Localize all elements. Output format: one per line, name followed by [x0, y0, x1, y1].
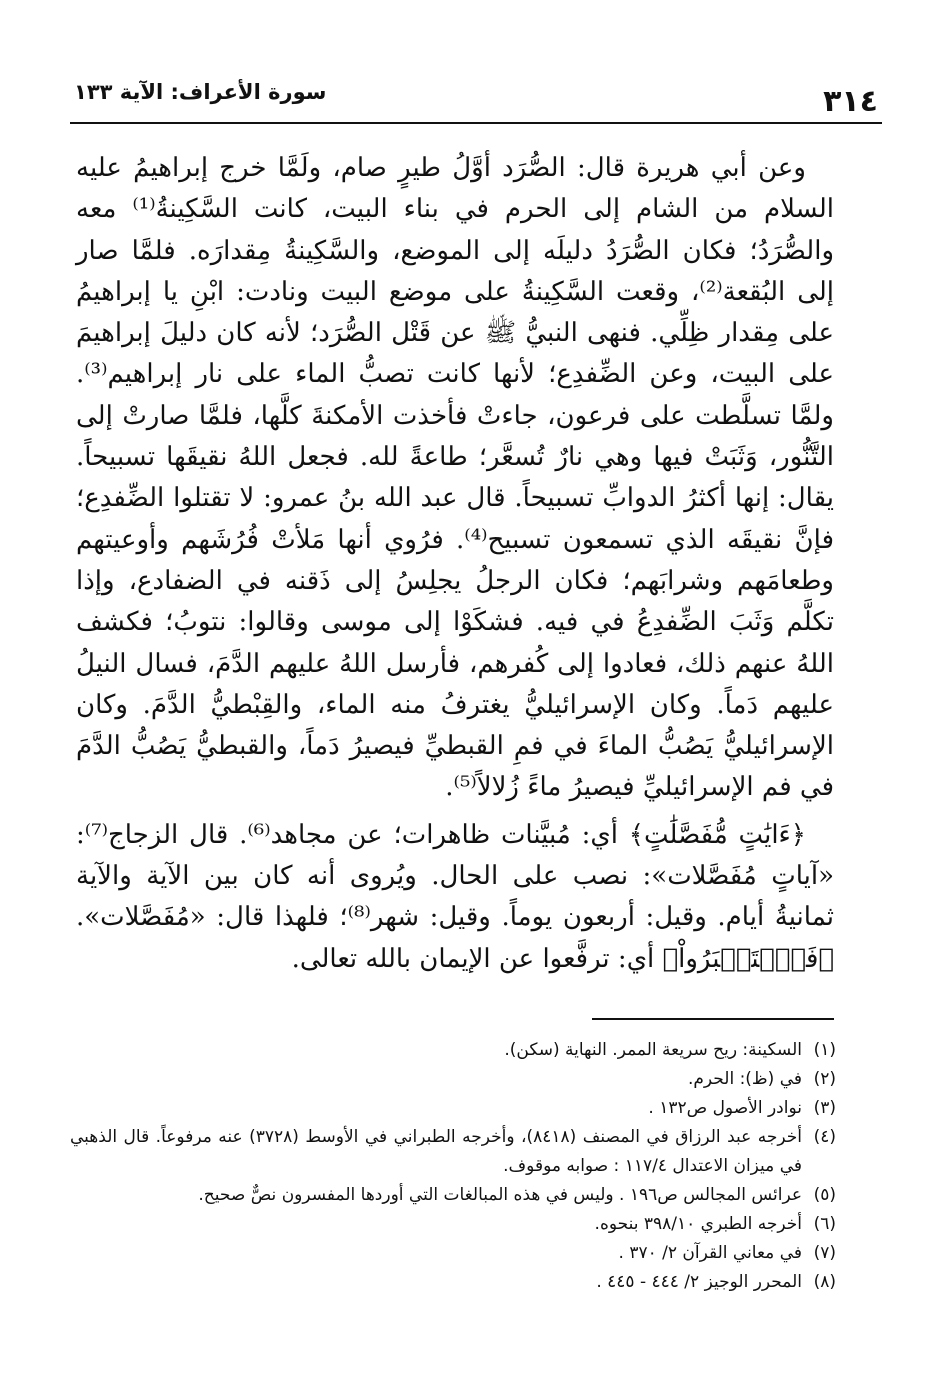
footnote-text: في معاني القرآن ٢/ ٣٧٠ .: [618, 1243, 802, 1263]
footnote-text: المحرر الوجيز ٢/ ٤٤٤ - ٤٤٥ .: [596, 1272, 802, 1292]
footnote-number: (٣): [813, 1098, 836, 1118]
footnote: [70, 1268, 836, 1297]
footnote-number: (٦): [813, 1214, 836, 1234]
running-title: سورة الأعراف: الآية ١٣٣: [74, 80, 327, 104]
paragraph: وعن أبي هريرة قال: الصُّرَد أوَّلُ طيرٍ صام، ولَمَّا خرج إبراهيمُ عليه السلام من الشام إلى الحرم في بناء البيت، كانت السَّكِينةُ⁽¹⁾ معه والصُّرَدُ؛ فكان الصُّرَدُ دليلَه إلى الموضع، والسَّكِينةُ مِقدارَه. فلمَّا صار إلى البُقعة⁽²⁾، وقعت السَّكِينةُ على موضع البيت ونادت: ابْنِ يا إبراهيمُ على مِقدار ظِلِّي. فنهى النبيُّ ﷺ عن قَتْل الصُّرَد؛ لأنه كان دليلَ إبراهيمَ على البيت، وعن الضِّفدِع؛ لأنها كانت تصبُّ الماء على نار إبراهيم⁽³⁾. ولمَّا تسلَّطت على فرعون، جاءتْ فأخذت الأمكنةَ كلَّها، فلمَّا صارتْ إلى التَّنُّور، وَثَبَتْ فيها وهي نارٌ تُسعَّر؛ طاعةً لله. فجعل اللهُ نقيقَها تسبيحاً. يقال: إنها أكثرُ الدوابِّ تسبيحاً. قال عبد الله بنُ عمرو: لا تقتلوا الضِّفدِع؛ فإنَّ نقيقَه الذي تسمعون تسبيح⁽⁴⁾. فرُوي أنها مَلأتْ فُرُشَهم وأوعيتهم وطعامَهم وشرابَهم؛ فكان الرجلُ يجلِسُ إلى ذَقنه في الضفادع، وإذا تكلَّم وَثَبَ الضِّفدِعُ في فيه. فشكَوْا إلى موسى وقالوا: نتوبُ؛ فكشف اللهُ عنهم ذلك، فعادوا إلى كُفرهم، فأرسل اللهُ عليهم الدَّمَ، فسال النيلُ عليهم دَماً. وكان الإسرائيليُّ يغترفُ منه الماء، والقِبْطيُّ الدَّمَ. وكان الإسرائيليُّ يَصُبُّ الماءَ في فمِ القبطيِّ فيصيرُ دَماً، والقبطيُّ يَصُبُّ الدَّمَ في فم الإسرائيليِّ فيصيرُ ماءً زُلالاً⁽⁵⁾.: [76, 153, 835, 803]
footnote: [70, 1065, 836, 1094]
footnotes: [70, 1036, 836, 1297]
footnote-text: السكينة: ريح سريعة الممر. النهاية (سكن).: [504, 1040, 802, 1060]
footnote-text: في (ظ): الحرم.: [687, 1069, 802, 1089]
page-header: [70, 76, 882, 124]
footnote-number: (٤): [813, 1127, 836, 1147]
footnote-number: (١): [813, 1040, 836, 1060]
footnote-separator: [592, 1018, 834, 1020]
page-number: ٣١٤: [823, 84, 878, 119]
footnote: [70, 1210, 836, 1239]
footnote: [70, 1123, 836, 1181]
footnote: [70, 1036, 836, 1065]
footnote: [70, 1181, 836, 1210]
main-text: [76, 148, 834, 980]
footnote-number: (٨): [813, 1272, 836, 1292]
footnote-number: (٥): [813, 1185, 836, 1205]
footnote-text: عرائس المجالس ص١٩٦ . وليس في هذه المبالغات التي أوردها المفسرون نصٌّ صحيح.: [198, 1185, 802, 1205]
footnote: [70, 1239, 836, 1268]
paragraph: ﴿ءَايَٰتٍ مُّفَصَّلَٰتٍ﴾ أي: مُبيَّنات ظاهرات؛ عن مجاهد⁽⁶⁾. قال الزجاج⁽⁷⁾: «آياتٍ مُفَصَّلات»: نصب على الحال. ويُروى أنه كان بين الآية والآية ثمانيةُ أيام. وقيل: أربعون يوماً. وقيل: شهر⁽⁸⁾؛ فلهذا قال: «مُفَصَّلات». ﴿فَٱسۡتَكۡبَرُواْ﴾ أي: ترفَّعوا عن الإيمان بالله تعالى.: [76, 819, 834, 974]
footnote: [70, 1094, 836, 1123]
footnote-number: (٢): [813, 1069, 836, 1089]
footnote-text: نوادر الأصول ص١٣٢ .: [648, 1098, 802, 1118]
footnote-text: أخرجه الطبري ٣٩٨/١٠ بنحوه.: [594, 1214, 802, 1234]
footnote-text: أخرجه عبد الرزاق في المصنف (٨٤١٨)، وأخرجه الطبراني في الأوسط (٣٧٢٨) عنه مرفوعاً. قال الذهبي في ميزان الاعتدال ١١٧/٤ : صوابه موقوف.: [70, 1127, 802, 1176]
footnote-number: (٧): [813, 1243, 836, 1263]
